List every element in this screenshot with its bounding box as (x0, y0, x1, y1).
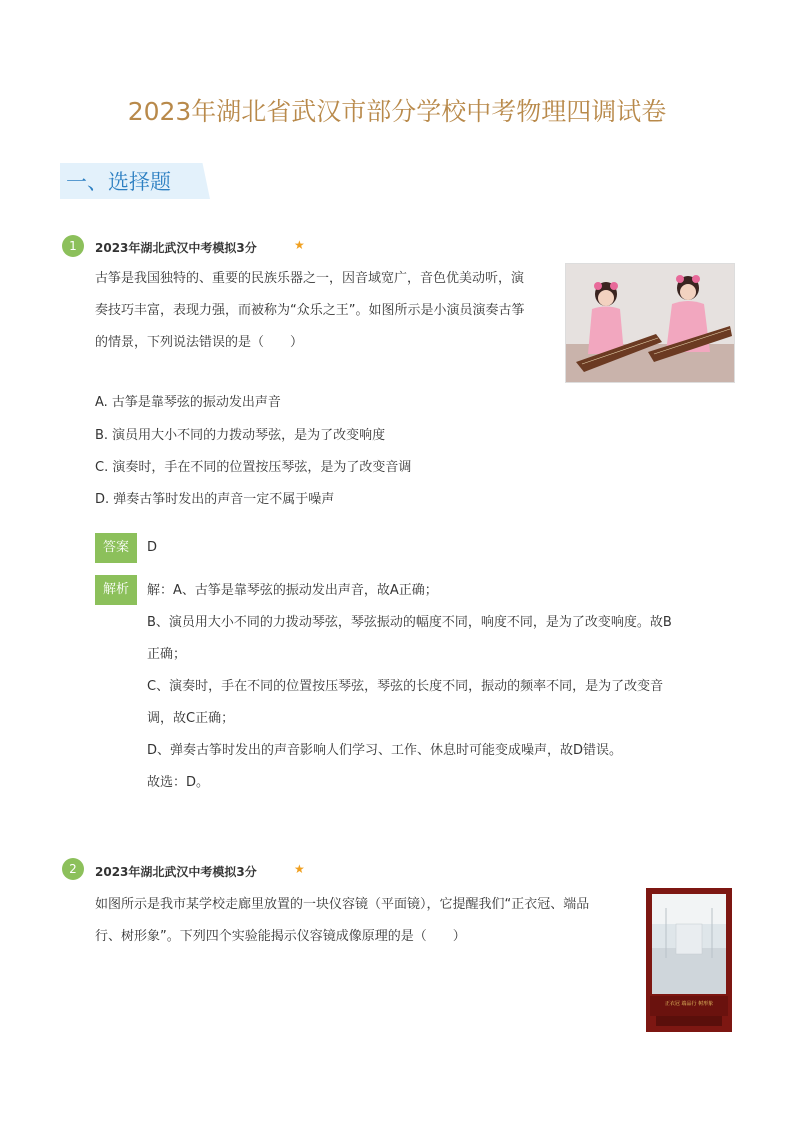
analysis-line: C、演奏时，手在不同的位置按压琴弦，琴弦的长度不同，振动的频率不同，是为了改变音 (147, 679, 664, 694)
guzheng-performance-photo (565, 263, 735, 383)
analysis-line: 解：A、古筝是靠琴弦的振动发出声音，故A正确； (147, 583, 438, 598)
section-title: 一、选择题 (66, 170, 171, 194)
option-c: C. 演奏时，手在不同的位置按压琴弦，是为了改变音调 (95, 460, 412, 475)
stem-line: 奏技巧丰富，表现力强，而被称为“众乐之王”。如图所示是小演员演奏古筝 (95, 303, 525, 318)
answer-value: D (147, 540, 158, 555)
analysis-line: 调，故C正确； (147, 711, 235, 726)
document-title: 2023年湖北省武汉市部分学校中考物理四调试卷 (127, 97, 667, 126)
analysis-line: D、弹奏古筝时发出的声音影响人们学习、工作、休息时可能变成噪声，故D错误。 (147, 743, 623, 758)
option-d: D. 弹奏古筝时发出的声音一定不属于噪声 (95, 492, 335, 507)
option-a: A. 古筝是靠琴弦的振动发出声音 (95, 395, 281, 410)
stem-line: 如图所示是我市某学校走廊里放置的一块仪容镜（平面镜），它提醒我们“正衣冠、端品 (95, 897, 590, 912)
question-stem (95, 266, 524, 356)
stem-line: 古筝是我国独特的、重要的民族乐器之一，因音域宽广，音色优美动听，演 (95, 271, 525, 286)
mirror-photo (646, 888, 732, 1032)
answer-label: 答案 (95, 533, 137, 563)
question-source: 2023年湖北武汉中考模拟3分 (95, 865, 257, 879)
mirror-illustration (646, 888, 732, 1032)
analysis-text (147, 580, 727, 799)
analysis-line: 正确； (147, 647, 187, 662)
analysis-line: B、演员用大小不同的力拨动琴弦，琴弦振动的幅度不同，响度不同，是为了改变响度。故B (147, 615, 672, 630)
question-source: 2023年湖北武汉中考模拟3分 (95, 241, 257, 255)
stem-line: 行、树形象”。下列四个实验能揭示仪容镜成像原理的是（ ） (95, 929, 466, 944)
stem-line: 的情景，下列说法错误的是（ ） (95, 335, 304, 350)
option-b: B. 演员用大小不同的力拨动琴弦，是为了改变响度 (95, 428, 386, 443)
analysis-line: 故选：D。 (147, 775, 210, 790)
question-stem (95, 892, 589, 950)
mirror-caption: 正衣冠 端品行 树形象 (664, 1001, 714, 1007)
question-number-badge: 1 (62, 235, 84, 257)
difficulty-star-icon: ★ (294, 862, 305, 876)
difficulty-star-icon: ★ (294, 238, 305, 252)
question-number-badge: 2 (62, 858, 84, 880)
analysis-label: 解析 (95, 575, 137, 605)
guzheng-illustration (566, 264, 734, 382)
